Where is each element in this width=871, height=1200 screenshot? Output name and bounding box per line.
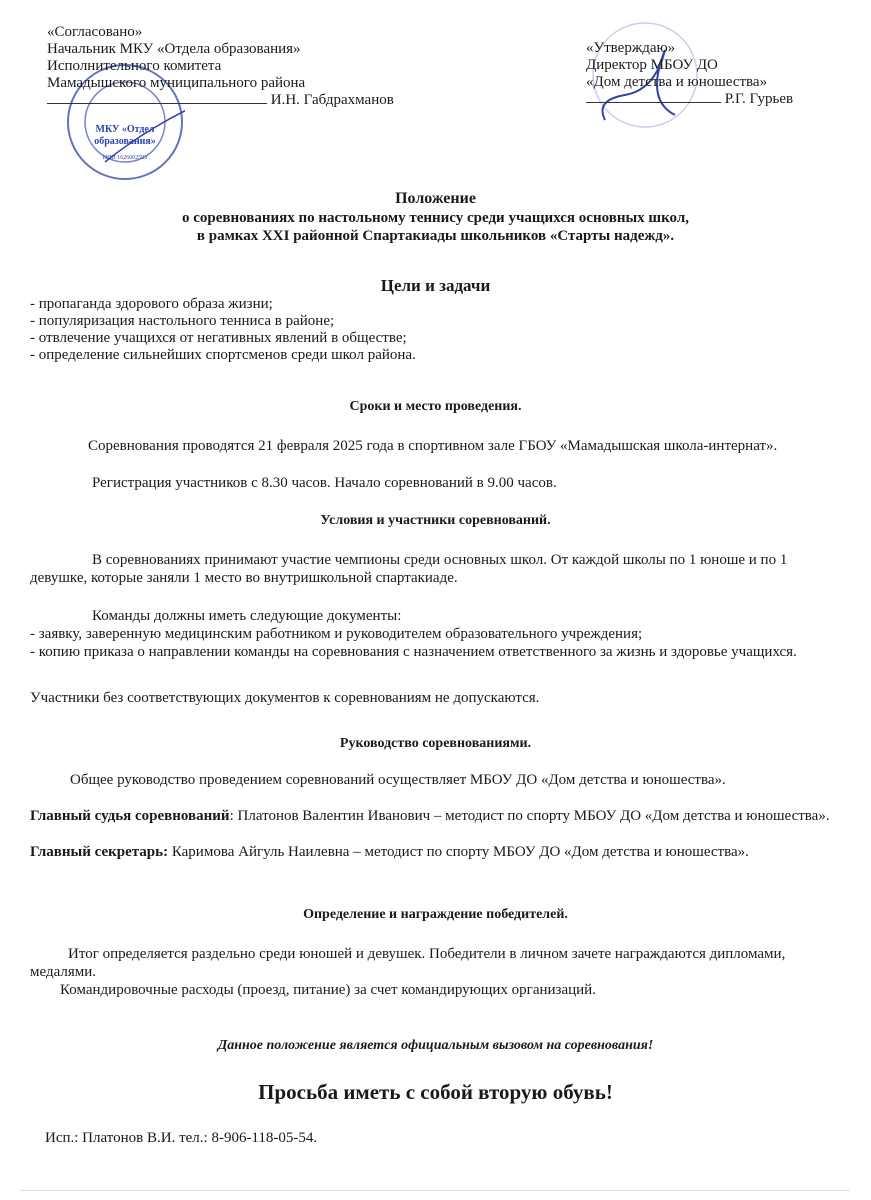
section-heading: Сроки и место проведения. — [349, 399, 522, 414]
paragraph: Участники без соответствующих документов к соревнованиям не допускаются. — [30, 690, 540, 706]
doc-subtitle: в рамках XXI районной Спартакиады школьников «Старты надежд». — [196, 228, 675, 244]
paragraph: Команды должны иметь следующие документы: — [92, 608, 402, 624]
text: Начальник МКУ «Отдела образования» — [47, 41, 301, 57]
doc-title: Положение — [395, 190, 476, 207]
goals-list — [30, 296, 416, 364]
divider — [20, 1190, 850, 1191]
text: Исполнительного комитета — [47, 58, 222, 74]
paragraph: Регистрация участников с 8.30 часов. Начало соревнований в 9.00 часов. — [92, 475, 557, 491]
text: Директор МБОУ ДО — [586, 57, 718, 73]
text: Каримова Айгуль Наилевна – методист по спорту МБОУ ДО «Дом детства и юношества». — [168, 844, 749, 860]
doc-subtitle: о соревнованиях по настольному теннису среди учащихся основных школ, — [181, 210, 690, 226]
list-item: - отвлечение учащихся от негативных явлений в обществе; — [30, 330, 407, 346]
text: Мамадышского муниципального района — [47, 75, 306, 91]
paragraph: - копию приказа о направлении команды на соревнования с назначением ответственного за жизнь и здоровье учащихся. — [30, 644, 797, 660]
contact-info: Исп.: Платонов В.И. тел.: 8-906-118-05-54. — [45, 1130, 318, 1146]
paragraph: - заявку, заверенную медицинским работником и руководителем образовательного учреждения; — [30, 626, 643, 642]
section-heading: Цели и задачи — [380, 276, 491, 295]
list-item: - пропаганда здорового образа жизни; — [30, 296, 273, 312]
section-heading: Руководство соревнованиями. — [339, 736, 532, 751]
text: : Платонов Валентин Иванович – методист по спорту МБОУ ДО «Дом детства и юношества». — [229, 808, 830, 824]
paragraph: Соревнования проводятся 21 февраля 2025 года в спортивном зале ГБОУ «Мамадышская школа-интернат». — [88, 438, 778, 454]
signatory: И.Н. Габдрахманов — [270, 92, 394, 108]
paragraph — [30, 807, 830, 825]
text: «Дом детства и юношества» — [586, 74, 768, 90]
signature-line — [47, 92, 394, 109]
svg-text:образования»: образования» — [94, 136, 156, 147]
signature-line — [586, 91, 793, 108]
label: Главный секретарь: — [30, 844, 169, 860]
paragraph — [30, 843, 830, 861]
signatory: Р.Г. Гурьев — [724, 91, 794, 107]
text: «Утверждаю» — [586, 40, 676, 56]
svg-text:МКУ «Отдел: МКУ «Отдел — [95, 124, 155, 135]
official-call: Данное положение является официальным вызовом на соревнования! — [217, 1038, 654, 1053]
approval-right — [586, 40, 793, 108]
paragraph: Итог определяется раздельно среди юношей и девушек. Победители в личном зачете награждаются дипломами, медалями. — [30, 946, 786, 980]
section-heading: Условия и участники соревнований. — [320, 513, 551, 528]
approval-left — [47, 24, 394, 109]
text: «Согласовано» — [47, 24, 143, 40]
list-item: - популяризация настольного тенниса в районе; — [30, 313, 335, 329]
label: Главный судья соревнований — [30, 808, 230, 824]
paragraph: В соревнованиях принимают участие чемпионы среди основных школ. От каждой школы по 1 юноше и по 1 девушке, которые заняли 1 место во внутришкольной спартакиаде. — [30, 552, 788, 586]
paragraph: Общее руководство проведением соревнований осуществляет МБОУ ДО «Дом детства и юношества». — [70, 772, 726, 788]
paragraph: Командировочные расходы (проезд, питание) за счет командирующих организаций. — [60, 982, 596, 998]
section-heading: Определение и награждение победителей. — [303, 907, 568, 922]
svg-text:ИНН 1626002593: ИНН 1626002593 — [102, 155, 148, 161]
list-item: - определение сильнейших спортсменов среди школ района. — [30, 347, 416, 363]
shoes-note: Просьба иметь с собой вторую обувь! — [258, 1080, 613, 1104]
